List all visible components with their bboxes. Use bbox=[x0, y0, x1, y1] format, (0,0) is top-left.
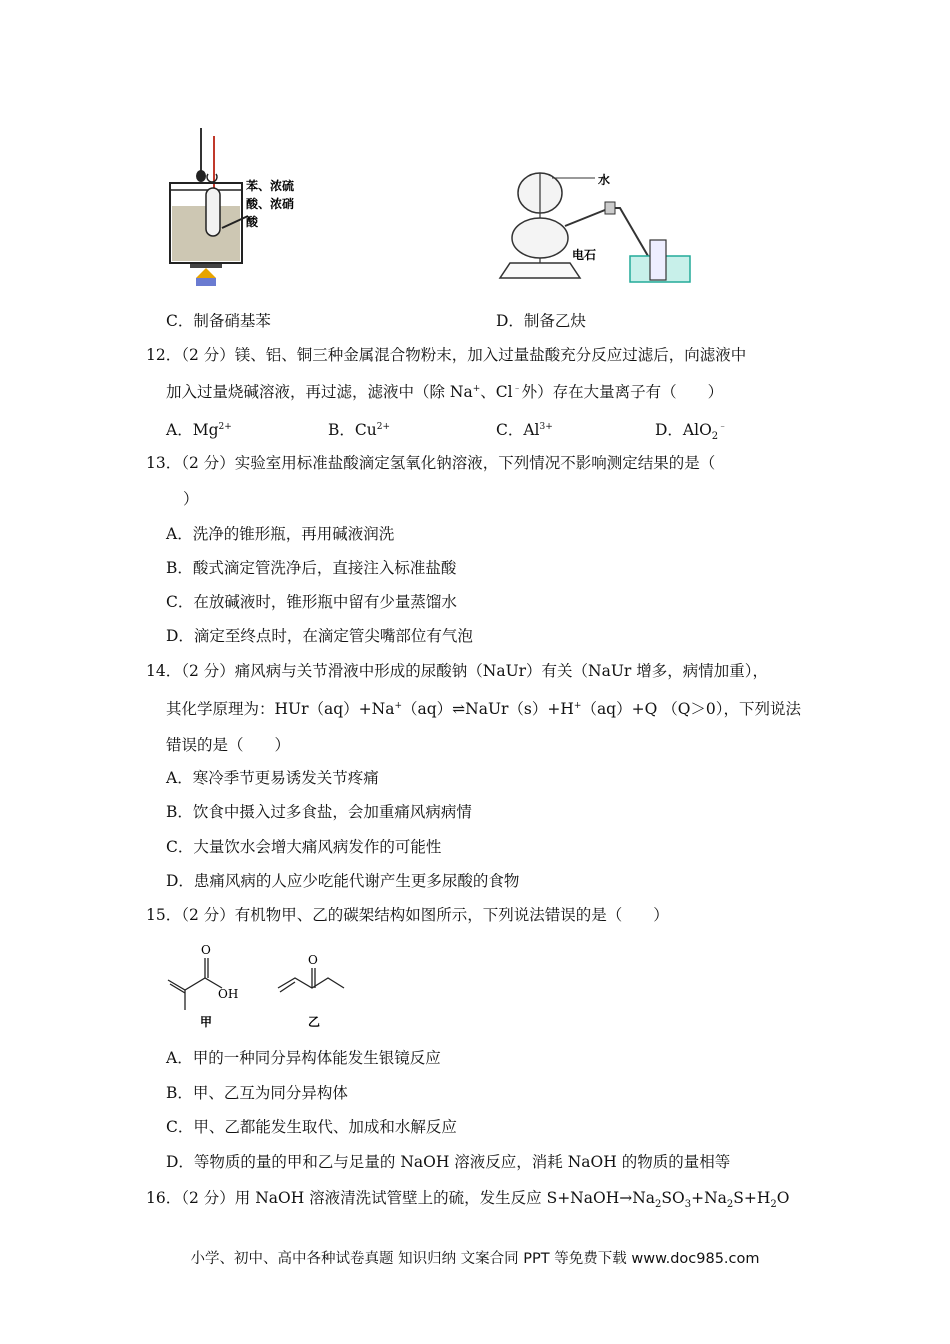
q13-option-b: B．酸式滴定管洗净后，直接注入标准盐酸 bbox=[166, 559, 457, 577]
nitrobenzene-apparatus-figure bbox=[160, 128, 320, 288]
q14-stem-line2: 其化学原理为：HUr（aq）+Na+（aq）⇌NaUr（s）+H+（aq）+Q （Q＞0），下列说法 bbox=[166, 700, 802, 718]
apparatus-label-1: 苯、浓硫 bbox=[246, 179, 295, 193]
q14-option-a: A．寒冷季节更易诱发关节疼痛 bbox=[166, 769, 379, 787]
q14-option-d: D．患痛风病的人应少吃能代谢产生更多尿酸的食物 bbox=[166, 872, 520, 890]
q11-option-d: D．制备乙炔 bbox=[496, 312, 586, 330]
q15-stem: 15．（2 分）有机物甲、乙的碳架结构如图所示，下列说法错误的是（ ） bbox=[146, 906, 669, 924]
q12-option-c: C．$Al^{3+}$ bbox=[496, 421, 553, 439]
yi-name: 乙 bbox=[308, 1015, 321, 1029]
q12-stem-line1: 12．（2 分）镁、铝、铜三种金属混合物粉末，加入过量盐酸充分反应过滤后，向滤液中 bbox=[146, 346, 747, 364]
q15-option-c: C．甲、乙都能发生取代、加成和水解反应 bbox=[166, 1118, 457, 1136]
q12-option-d: D．AlO$_2$﹣ bbox=[655, 421, 728, 443]
q13-stem-line1: 13．（2 分）实验室用标准盐酸滴定氢氧化钠溶液，下列情况不影响测定结果的是（ bbox=[146, 454, 716, 472]
acetylene-apparatus-figure bbox=[490, 168, 700, 288]
carbide-label: 电石 bbox=[572, 248, 597, 262]
q12-option-b: B．$Cu^{2+}$ bbox=[328, 421, 391, 439]
q14-stem-line1: 14．（2 分）痛风病与关节滑液中形成的尿酸钠（NaUr）有关（NaUr 增多，病情加重）， bbox=[146, 662, 768, 680]
apparatus-label-3: 酸 bbox=[246, 215, 259, 229]
footer-text: 小学、初中、高中各种试卷真题 知识归纳 文案合同 PPT 等免费下载 www.doc985.com bbox=[190, 1251, 760, 1267]
q12-option-a: A．$Mg^{2+}$ bbox=[166, 421, 232, 439]
water-label: 水 bbox=[598, 173, 611, 187]
q14-stem-line3: 错误的是（ ） bbox=[166, 736, 291, 754]
q16-stem: 16．（2 分）用 NaOH 溶液清洗试管壁上的硫，发生反应 $S+NaOH\to Na_2SO_3+Na_2S+H_2O$ bbox=[146, 1189, 790, 1211]
q14-option-c: C．大量饮水会增大痛风病发作的可能性 bbox=[166, 838, 442, 856]
q15-option-a: A．甲的一种同分异构体能发生银镜反应 bbox=[166, 1049, 441, 1067]
q13-option-d: D．滴定至终点时，在滴定管尖嘴部位有气泡 bbox=[166, 627, 473, 645]
q15-option-d: D．等物质的量的甲和乙与足量的 NaOH 溶液反应，消耗 NaOH 的物质的量相等 bbox=[166, 1153, 731, 1171]
molecule-structures-figure bbox=[160, 940, 360, 1032]
q13-stem-line2: ） bbox=[183, 490, 199, 508]
jia-carbonyl-o: O bbox=[201, 943, 211, 957]
q11-option-c: C．制备硝基苯 bbox=[166, 312, 271, 330]
apparatus-label-2: 酸、浓硝 bbox=[246, 197, 295, 211]
yi-carbonyl-o: O bbox=[308, 953, 318, 967]
q13-option-a: A．洗净的锥形瓶，再用碱液润洗 bbox=[166, 525, 395, 543]
jia-name: 甲 bbox=[200, 1015, 213, 1029]
q13-option-c: C．在放碱液时，锥形瓶中留有少量蒸馏水 bbox=[166, 593, 457, 611]
q14-option-b: B．饮食中摄入过多食盐，会加重痛风病病情 bbox=[166, 803, 472, 821]
jia-oh-group: OH bbox=[218, 987, 239, 1001]
q15-option-b: B．甲、乙互为同分异构体 bbox=[166, 1084, 348, 1102]
q12-stem-line2: 加入过量烧碱溶液，再过滤，滤液中（除 Na+、Cl﹣外）存在大量离子有（ ） bbox=[166, 383, 724, 401]
